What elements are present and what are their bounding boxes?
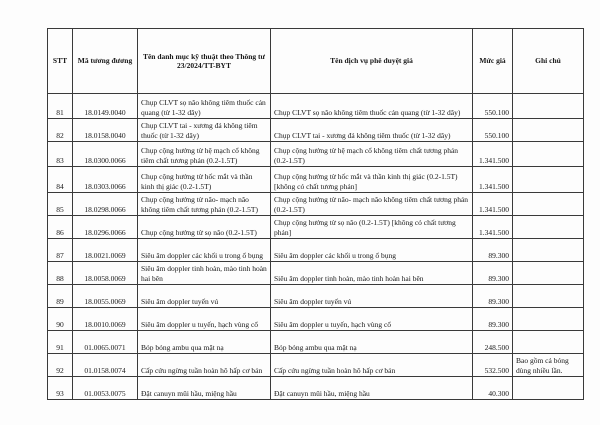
stt-cell: 84 — [48, 167, 73, 193]
catalog-cell: Siêu âm doppler tuyến vú — [138, 285, 271, 308]
note-cell — [513, 331, 584, 354]
stt-cell: 85 — [48, 193, 73, 216]
stt-cell: 81 — [48, 94, 73, 119]
catalog-cell: Chụp cộng hưởng từ hệ mạch cổ không tiêm chất tương phản (0.2-1.5T) — [138, 142, 271, 167]
code-cell: 18.0296.0066 — [73, 216, 138, 239]
note-cell — [513, 377, 584, 400]
table-row — [48, 239, 584, 262]
table-row — [48, 285, 584, 308]
catalog-cell: Chụp cộng hưởng từ não- mạch não không tiêm chất tương phản (0.2-1.5T) — [138, 193, 271, 216]
note-cell — [513, 239, 584, 262]
stt-cell: 91 — [48, 331, 73, 354]
price-cell: 1.341.500 — [473, 193, 513, 216]
note-cell — [513, 142, 584, 167]
code-cell: 18.0300.0066 — [73, 142, 138, 167]
table-row — [48, 94, 584, 119]
stt-cell: 83 — [48, 142, 73, 167]
table-body — [48, 94, 584, 400]
service-cell: Siêu âm doppler tuyến vú — [271, 285, 473, 308]
catalog-cell: Đặt canuyn mũi hầu, miệng hầu — [138, 377, 271, 400]
table-header-row — [48, 29, 584, 94]
note-cell — [513, 193, 584, 216]
stt-cell: 89 — [48, 285, 73, 308]
price-cell: 248.500 — [473, 331, 513, 354]
service-cell: Đặt canuyn mũi hầu, miệng hầu — [271, 377, 473, 400]
note-cell — [513, 262, 584, 285]
price-cell: 89.300 — [473, 285, 513, 308]
note-cell — [513, 94, 584, 119]
price-cell: 550.100 — [473, 119, 513, 142]
code-cell: 18.0303.0066 — [73, 167, 138, 193]
stt-cell: 86 — [48, 216, 73, 239]
price-cell: 532.500 — [473, 354, 513, 377]
note-cell — [513, 308, 584, 331]
note-cell — [513, 285, 584, 308]
catalog-cell: Chụp CLVT sọ não không tiêm thuốc cản quang (từ 1-32 dãy) — [138, 94, 271, 119]
service-cell: Chụp cộng hưởng từ hệ mạch cổ không tiêm chất tương phản (0.2-1.5T) — [271, 142, 473, 167]
stt-cell: 82 — [48, 119, 73, 142]
price-cell: 89.300 — [473, 308, 513, 331]
price-cell: 1.341.500 — [473, 216, 513, 239]
table-row — [48, 308, 584, 331]
col-header-price: Mức giá — [473, 29, 513, 94]
note-cell: Bao gồm cả bóng dùng nhiều lần. — [513, 354, 584, 377]
stt-cell: 93 — [48, 377, 73, 400]
code-cell: 18.0055.0069 — [73, 285, 138, 308]
note-cell — [513, 167, 584, 193]
price-cell: 550.100 — [473, 94, 513, 119]
catalog-cell: Siêu âm doppler tinh hoàn, mào tinh hoàn hai bên — [138, 262, 271, 285]
catalog-cell: Chụp cộng hưởng từ hốc mắt và thần kinh thị giác (0.2-1.5T) — [138, 167, 271, 193]
price-cell: 89.300 — [473, 239, 513, 262]
catalog-cell: Cấp cứu ngừng tuần hoàn hô hấp cơ bản — [138, 354, 271, 377]
col-header-note: Ghi chú — [513, 29, 584, 94]
table-row — [48, 262, 584, 285]
code-cell: 18.0149.0040 — [73, 94, 138, 119]
code-cell: 18.0010.0069 — [73, 308, 138, 331]
stt-cell: 90 — [48, 308, 73, 331]
service-cell: Chụp cộng hưởng từ hốc mắt và thần kinh thị giác (0.2-1.5T) [không có chất tương phản] — [271, 167, 473, 193]
catalog-cell: Siêu âm doppler u tuyến, hạch vùng cổ — [138, 308, 271, 331]
table-row — [48, 377, 584, 400]
note-cell — [513, 216, 584, 239]
price-cell: 1.341.500 — [473, 142, 513, 167]
code-cell: 01.0053.0075 — [73, 377, 138, 400]
service-cell: Chụp cộng hưởng từ não- mạch não không tiêm chất tương phản (0.2-1.5T) — [271, 193, 473, 216]
catalog-cell: Bóp bóng ambu qua mặt nạ — [138, 331, 271, 354]
code-cell: 18.0158.0040 — [73, 119, 138, 142]
table-row — [48, 216, 584, 239]
price-cell: 89.300 — [473, 262, 513, 285]
code-cell: 18.0021.0069 — [73, 239, 138, 262]
code-cell: 01.0065.0071 — [73, 331, 138, 354]
service-cell: Chụp cộng hưởng từ sọ não (0.2-1.5T) [không có chất tương phản] — [271, 216, 473, 239]
code-cell: 18.0058.0069 — [73, 262, 138, 285]
table-row — [48, 119, 584, 142]
stt-cell: 87 — [48, 239, 73, 262]
table-row — [48, 167, 584, 193]
col-header-catalog: Tên danh mục kỹ thuật theo Thông tư 23/2024/TT-BYT — [138, 29, 271, 94]
service-cell: Siêu âm doppler u tuyến, hạch vùng cổ — [271, 308, 473, 331]
price-cell: 1.341.500 — [473, 167, 513, 193]
service-cell: Siêu âm doppler tinh hoàn, mào tinh hoàn hai bên — [271, 262, 473, 285]
table-row — [48, 142, 584, 167]
service-cell: Bóp bóng ambu qua mặt nạ — [271, 331, 473, 354]
col-header-stt: STT — [48, 29, 73, 94]
service-cell: Siêu âm doppler các khối u trong ổ bụng — [271, 239, 473, 262]
service-cell: Chụp CLVT sọ não không tiêm thuốc cản quang (từ 1-32 dãy) — [271, 94, 473, 119]
stt-cell: 92 — [48, 354, 73, 377]
table-row — [48, 354, 584, 377]
table-row — [48, 331, 584, 354]
price-table — [47, 28, 584, 400]
catalog-cell: Chụp CLVT tai - xương đá không tiêm thuốc (từ 1-32 dãy) — [138, 119, 271, 142]
catalog-cell: Siêu âm doppler các khối u trong ổ bụng — [138, 239, 271, 262]
catalog-cell: Chụp cộng hưởng từ sọ não (0.2-1.5T) — [138, 216, 271, 239]
col-header-code: Mã tương đương — [73, 29, 138, 94]
stt-cell: 88 — [48, 262, 73, 285]
code-cell: 01.0158.0074 — [73, 354, 138, 377]
service-cell: Chụp CLVT tai - xương đá không tiêm thuốc (từ 1-32 dãy) — [271, 119, 473, 142]
table-row — [48, 193, 584, 216]
service-cell: Cấp cứu ngừng tuần hoàn hô hấp cơ bản — [271, 354, 473, 377]
code-cell: 18.0298.0066 — [73, 193, 138, 216]
note-cell — [513, 119, 584, 142]
col-header-service: Tên dịch vụ phê duyệt giá — [271, 29, 473, 94]
price-cell: 40.300 — [473, 377, 513, 400]
